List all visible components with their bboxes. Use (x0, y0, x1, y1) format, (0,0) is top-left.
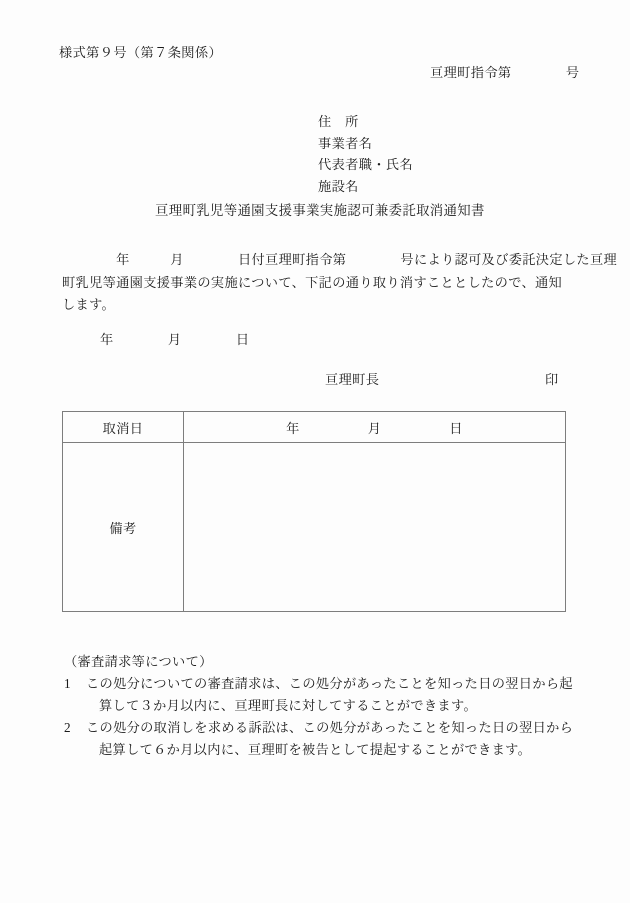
addressee-representative-label: 代表者職・氏名 (318, 157, 414, 172)
note-item-2-body (86, 717, 574, 760)
body-line-2: 町乳児等通園支援事業の実施について、下記の通り取り消すこととしたので、通知 (62, 274, 563, 290)
note-item-1-body (86, 673, 574, 716)
cancel-date-value[interactable]: 年 月 日 (184, 412, 566, 443)
notes-section (64, 651, 574, 760)
note-item-1-line-2: 算して３か月以内に、亘理町長に対してすることができます。 (99, 697, 477, 713)
body-paragraph (62, 249, 618, 317)
addressee-business-name-label: 事業者名 (318, 135, 373, 151)
signatory-name: 亘理町長 (325, 372, 380, 387)
note-item-2-line-2: 起算して６か月以内に、亘理町を被告として提起することができます。 (99, 741, 532, 757)
note-item-2-line-1: この処分の取消しを求める訴訟は、この処分があったことを知った日の翌日から (86, 720, 574, 735)
document-title: 亘理町乳児等通園支援事業実施認可兼委託取消通知書 (155, 203, 485, 218)
order-number: 亘理町指令第 号 (430, 65, 580, 80)
addressee-address-label: 住 所 (318, 114, 359, 129)
note-item-1-line-1: この処分についての審査請求は、この処分があったことを知った日の翌日から起 (86, 676, 573, 691)
body-line-3: します。 (62, 297, 116, 312)
seal-mark: 印 (545, 372, 559, 387)
form-number: 様式第９号（第７条関係） (59, 45, 223, 60)
issue-date-line: 年 月 日 (100, 332, 250, 347)
note-item-2-number: 2 (64, 720, 71, 735)
table-row (63, 443, 566, 612)
addressee-block (318, 111, 413, 197)
cancel-date-label: 取消日 (63, 412, 184, 443)
notes-heading: （審査請求等について） (64, 654, 213, 669)
form-table (62, 411, 566, 612)
remarks-label: 備考 (63, 443, 184, 612)
remarks-value[interactable] (184, 443, 566, 612)
addressee-facility-name-label: 施設名 (318, 178, 359, 194)
note-item-1 (64, 673, 574, 716)
note-item-1-number: 1 (64, 676, 71, 691)
table-row (63, 412, 566, 443)
note-item-2 (64, 717, 574, 760)
body-line-1: 年 月 日付亘理町指令第 号により認可及び委託決定した亘理 (62, 252, 618, 267)
